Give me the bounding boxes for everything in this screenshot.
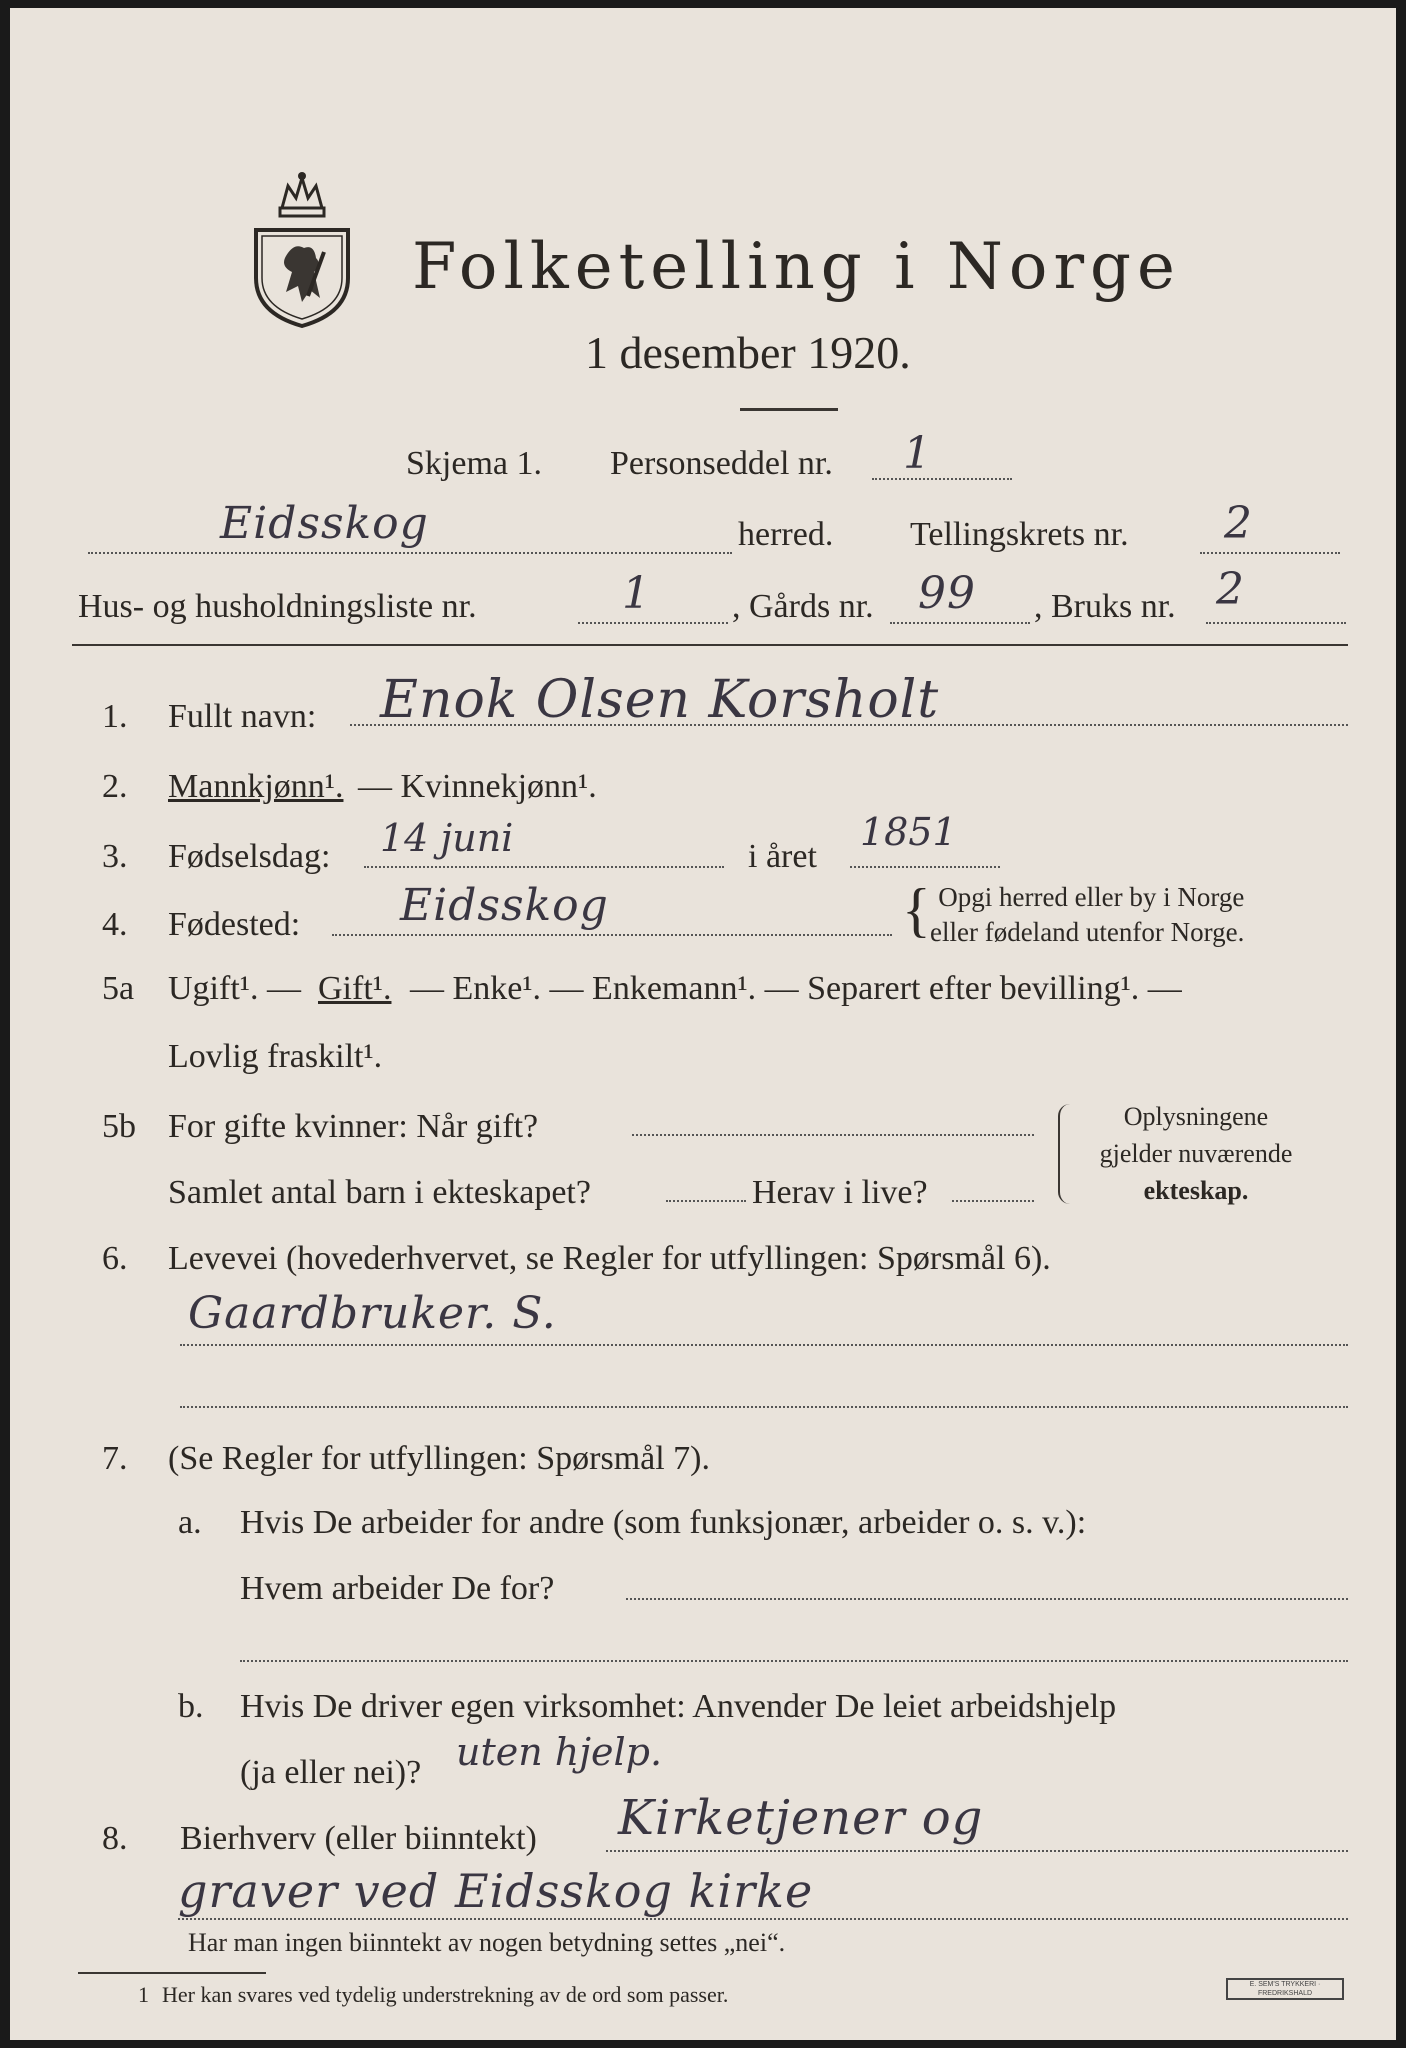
husliste-value[interactable]: 1 — [622, 568, 651, 619]
q8-note: Har man ingen biinntekt av nogen betydning settes „nei“. — [188, 1928, 786, 1957]
q7a-letter: a. — [178, 1504, 202, 1541]
q3-number: 3. — [102, 838, 128, 875]
q7-number: 7. — [102, 1440, 128, 1477]
q7a-employer-field[interactable] — [626, 1598, 1348, 1600]
tellingskrets-label: Tellingskrets nr. — [910, 516, 1129, 553]
q5a-number: 5a — [102, 970, 135, 1007]
census-date: 1 desember 1920. — [585, 327, 911, 378]
q7b-value[interactable]: uten hjelp. — [456, 1730, 663, 1774]
q1-full-name-value[interactable]: Enok Olsen Korsholt — [380, 670, 940, 730]
q5a-gift-option[interactable]: Gift¹. — [318, 970, 392, 1007]
q5b-bracket — [1058, 1104, 1072, 1204]
q7a-employer-label: Hvem arbeider De for? — [240, 1570, 555, 1607]
q4-note-line2: eller fødeland utenfor Norge. — [930, 917, 1245, 947]
printer-stamp: E. SEM'S TRYKKERI · FREDRIKSHALD — [1226, 1978, 1344, 2000]
q5b-children-label: Samlet antal barn i ekteskapet? — [168, 1174, 591, 1211]
q8-label: Bierhverv (eller biinntekt) — [180, 1820, 537, 1857]
footnote-text: Her kan svares ved tydelig understrekning av de ord som passer. — [162, 1982, 729, 2007]
q8-value-line1[interactable]: Kirketjener og — [618, 1790, 984, 1846]
q1-number: 1. — [102, 698, 128, 735]
q4-brace: { — [902, 877, 931, 943]
q7b-yesno-label: (ja eller nei)? — [240, 1754, 422, 1791]
bruks-label: , Bruks nr. — [1034, 588, 1176, 625]
q4-birthplace-value[interactable]: Eidsskog — [400, 880, 609, 931]
q5b-alive-field[interactable] — [952, 1200, 1034, 1202]
personseddel-value[interactable]: 1 — [903, 428, 932, 479]
herred-label: herred. — [738, 516, 834, 553]
q3-year-value[interactable]: 1851 — [860, 810, 957, 854]
form-title: Folketelling i Norge — [412, 230, 1181, 304]
q7-label: (Se Regler for utfyllingen: Spørsmål 7). — [168, 1440, 711, 1477]
q2-female-option[interactable]: — Kvinnekjønn¹. — [358, 768, 597, 805]
q7a-label: Hvis De arbeider for andre (som funksjonær, arbeider o. s. v.): — [240, 1504, 1087, 1541]
q7b-label: Hvis De driver egen virksomhet: Anvender De leiet arbeidshjelp — [240, 1688, 1117, 1725]
census-form-page — [10, 8, 1396, 2040]
q6-number: 6. — [102, 1240, 128, 1277]
q5b-note-line2: gjelder nuværende — [1099, 1139, 1293, 1168]
bruks-value[interactable]: 2 — [1216, 564, 1245, 615]
q1-label: Fullt navn: — [168, 698, 317, 735]
q6-occupation-value[interactable]: Gaardbruker. S. — [188, 1288, 557, 1339]
norway-coat-of-arms-icon — [242, 168, 362, 328]
q5b-married-label: For gifte kvinner: Når gift? — [168, 1108, 539, 1145]
q5b-married-field[interactable] — [632, 1134, 1034, 1136]
skjema-label: Skjema 1. — [406, 445, 542, 482]
q5a-ugift-option[interactable]: Ugift¹. — — [168, 970, 301, 1007]
footnote-mark: 1 — [138, 1982, 149, 2007]
q4-label: Fødested: — [168, 906, 301, 943]
q5a-fraskilt-option[interactable]: Lovlig fraskilt¹. — [168, 1038, 383, 1075]
q4-note — [930, 880, 1244, 950]
q5b-children-field[interactable] — [666, 1200, 746, 1202]
q5b-alive-label: Herav i live? — [752, 1174, 928, 1211]
q5a-other-options[interactable]: — Enke¹. — Enkemann¹. — Separert efter bevilling¹. — — [410, 970, 1182, 1007]
q6-extra-line[interactable] — [180, 1406, 1348, 1408]
q5b-note — [1086, 1098, 1306, 1209]
q7a-employer-field-2[interactable] — [240, 1660, 1348, 1662]
tellingskrets-value[interactable]: 2 — [1224, 498, 1253, 549]
herred-value[interactable]: Eidsskog — [220, 498, 429, 549]
q8-value-line2[interactable]: graver ved Eidsskog kirke — [178, 1864, 814, 1918]
q7b-letter: b. — [178, 1688, 204, 1725]
q2-male-option[interactable]: Mannkjønn¹. — [168, 768, 344, 805]
gards-label: , Gårds nr. — [732, 588, 874, 625]
personseddel-label: Personseddel nr. — [610, 445, 833, 482]
q8-number: 8. — [102, 1820, 128, 1857]
q4-note-line1: Opgi herred eller by i Norge — [938, 882, 1245, 912]
gards-value[interactable]: 99 — [918, 568, 976, 619]
footnote-rule — [78, 1972, 266, 1974]
q5b-number: 5b — [102, 1108, 136, 1145]
q3-year-label: i året — [748, 838, 817, 875]
q4-number: 4. — [102, 906, 128, 943]
husliste-label: Hus- og husholdningsliste nr. — [78, 588, 477, 625]
q5b-note-line1: Oplysningene — [1123, 1102, 1269, 1131]
q2-number: 2. — [102, 768, 128, 805]
q5b-note-line3: ekteskap. — [1143, 1176, 1249, 1205]
q3-birthday-value[interactable]: 14 juni — [380, 816, 514, 860]
title-divider — [740, 408, 838, 411]
q3-label: Fødselsdag: — [168, 838, 331, 875]
q6-label: Levevei (hovederhvervet, se Regler for utfyllingen: Spørsmål 6). — [168, 1240, 1051, 1277]
header-rule — [72, 644, 1348, 646]
